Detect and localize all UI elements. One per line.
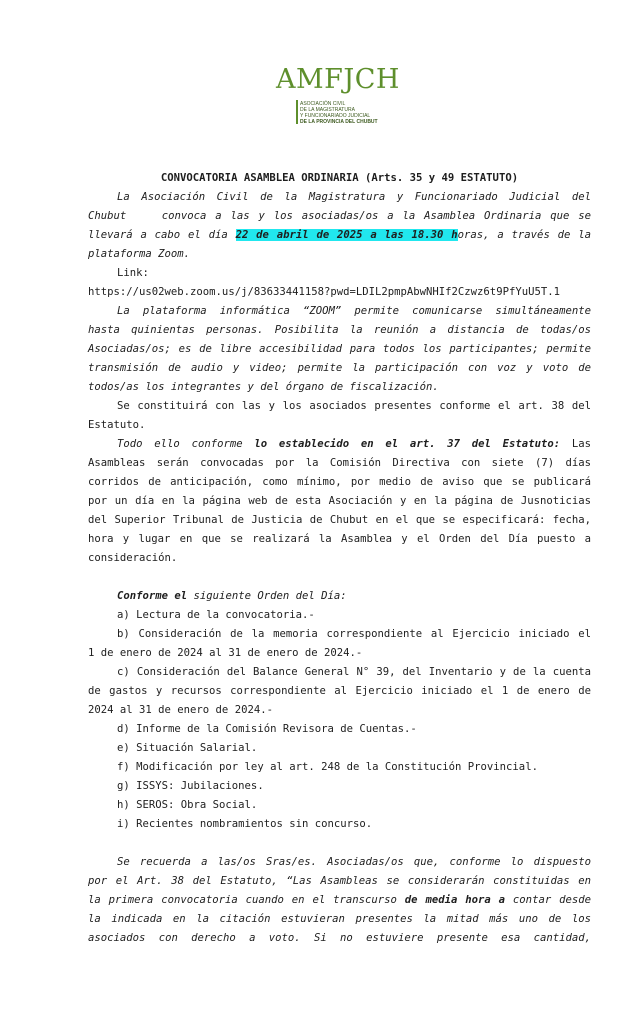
- list-item: a) Lectura de la convocatoria.-: [117, 609, 315, 621]
- text-line: Asambleas serán convocadas por la Comisión Directiva con siete (7) días: [88, 457, 591, 469]
- text-line: del Superior Tribunal de Justicia de Chubut en el que se especificará: fecha,: [88, 514, 591, 526]
- paragraph-plataforma: [88, 302, 591, 397]
- text-line: Asociadas/os; es de libre accesibilidad para todos los participantes; permite: [88, 343, 591, 355]
- text-fragment: contar desde: [505, 894, 591, 906]
- logo-sub-line: ASOCIACIÓN CIVIL: [300, 101, 346, 107]
- text-line: hasta quinientas personas. Posibilita la reunión a distancia de todas/os: [88, 324, 591, 336]
- text-line: hora y lugar en que se realizará la Asamblea y el Orden del Día puesto a: [88, 533, 591, 545]
- text-line: consideración.: [88, 552, 178, 564]
- spacer: [88, 834, 591, 853]
- text-line: Estatuto.: [88, 419, 146, 431]
- logo-sub-line: DE LA PROVINCIA DEL CHUBUT: [300, 119, 378, 125]
- zoom-link[interactable]: https://us02web.zoom.us/j/83633441158?pwd=LDIL2pmpAbwNHIf2Czwz6t9PfYuU5T.1: [88, 286, 560, 298]
- logo-title: AMFJCH: [276, 64, 400, 95]
- list-item: g) ISSYS: Jubilaciones.: [117, 780, 264, 792]
- list-item: h) SEROS: Obra Social.: [117, 799, 258, 811]
- list-item: b) Consideración de la memoria correspondiente al Ejercicio iniciado el: [117, 628, 591, 640]
- list-item: i) Recientes nombramientos sin concurso.: [117, 818, 373, 830]
- logo-sub-line: Y FUNCIONARIADO JUDICIAL: [300, 113, 371, 119]
- document-heading: CONVOCATORIA ASAMBLEA ORDINARIA (Arts. 35 y 49 ESTATUTO): [160, 172, 519, 184]
- orden-del-dia-heading: [88, 587, 591, 606]
- logo-sub-line: DE LA MAGISTRATURA: [300, 107, 355, 113]
- text-line: corridos de anticipación, como mínimo, por medio de aviso que se publicará: [88, 476, 591, 488]
- text-line: por un día en la página web de esta Asociación y en la página de Jusnoticias: [88, 495, 591, 507]
- text-line: [88, 435, 591, 454]
- list-item-continued: de gastos y recursos correspondiente al Ejercicio iniciado el 1 de enero de: [88, 685, 591, 697]
- text-line-date: [88, 226, 591, 245]
- list-item-continued: 1 de enero de 2024 al 31 de enero de 2024.-: [88, 647, 363, 659]
- text-fragment: Todo ello conforme: [117, 438, 255, 450]
- text-fragment: la primera convocatoria cuando en el transcurso: [88, 894, 405, 906]
- text-fragment: Conforme el: [117, 590, 188, 602]
- paragraph-art37: [88, 435, 591, 568]
- text-line: asociados con derecho a voto. Si no estuviere presente esa cantidad,: [88, 932, 591, 944]
- paragraph-recordatorio: [88, 853, 591, 948]
- logo-mark-icon: [296, 100, 298, 124]
- text-line: la indicada en la citación estuvieran presentes la mitad más uno de los: [88, 913, 591, 925]
- text-line: Se constituirá con las y los asociados presentes conforme el art. 38 del: [117, 400, 591, 412]
- paragraph-constitucion: [88, 397, 591, 435]
- text-fragment: lo establecido en el art. 37 del Estatuto:: [254, 438, 561, 450]
- list-item: d) Informe de la Comisión Revisora de Cuentas.-: [117, 723, 417, 735]
- amfjch-logo: [272, 66, 412, 136]
- document-body: [88, 169, 591, 948]
- logo-subtitle: [300, 101, 378, 125]
- text-line: [88, 891, 591, 910]
- text-line: La plataforma informática “ZOOM” permite comunicarse simultáneamente: [117, 305, 591, 317]
- text-line: La Asociación Civil de la Magistratura y Funcionariado Judicial del: [117, 191, 591, 203]
- spacer: [88, 568, 591, 587]
- highlighted-date: 22 de abril de 2025 a las 18.30 h: [235, 229, 458, 241]
- text-fragment: oras: [457, 229, 484, 241]
- list-item: c) Consideración del Balance General N° 39, del Inventario y de la cuenta: [117, 666, 591, 678]
- text-fragment: siguiente Orden del Día:: [187, 590, 347, 602]
- list-item-continued: 2024 al 31 de enero de 2024.-: [88, 704, 273, 716]
- text-line: todos/as los integrantes y del órgano de fiscalización.: [88, 381, 439, 393]
- list-item: f) Modificación por ley al art. 248 de la Constitución Provincial.: [117, 761, 538, 773]
- paragraph-convocatoria: [88, 188, 591, 264]
- link-label: Link:: [117, 267, 149, 279]
- text-line: Chubut convoca a las y los asociadas/os a la Asamblea Ordinaria que se: [88, 210, 591, 222]
- text-fragment: , a través de la: [483, 229, 591, 241]
- text-fragment: llevará a cabo el día: [88, 229, 236, 241]
- text-line: por el Art. 38 del Estatuto, “Las Asambleas se considerarán constituidas en: [88, 875, 591, 887]
- text-line: transmisión de audio y video; permite la participación con voz y voto de: [88, 362, 591, 374]
- text-line: plataforma Zoom.: [88, 248, 191, 260]
- text-line: Se recuerda a las/os Sras/es. Asociadas/os que, conforme lo dispuesto: [117, 856, 591, 868]
- list-item: e) Situación Salarial.: [117, 742, 258, 754]
- orden-del-dia-list: [88, 606, 591, 834]
- text-fragment: de media hora a: [404, 894, 506, 906]
- text-fragment: Las: [560, 438, 592, 450]
